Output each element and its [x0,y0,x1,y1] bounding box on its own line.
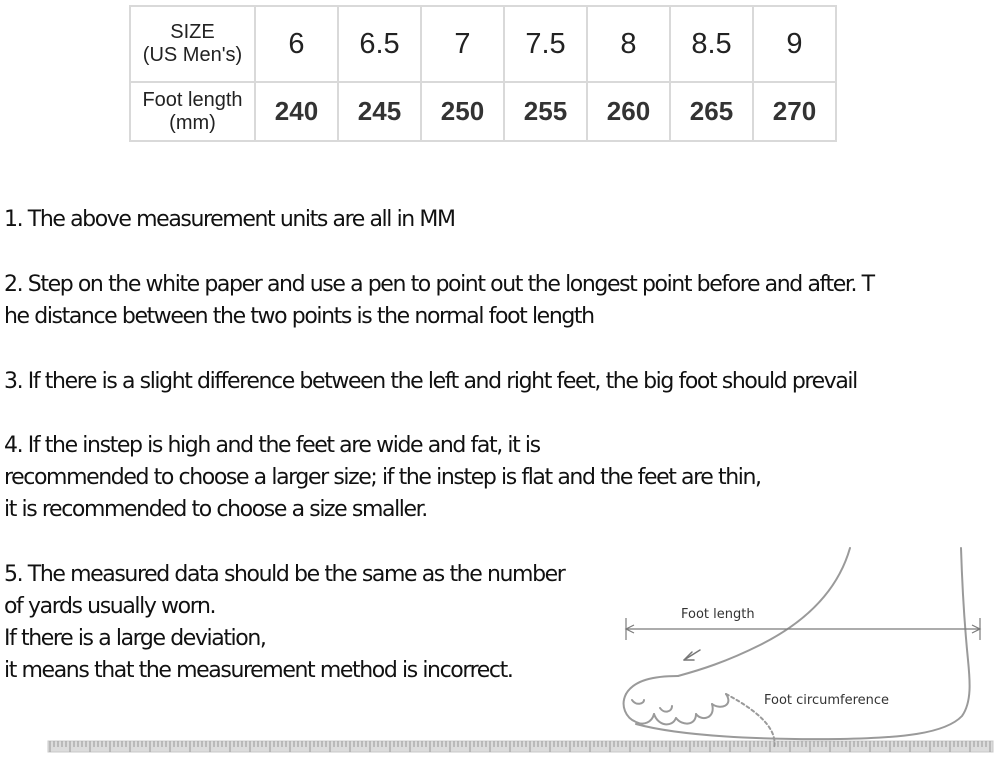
size-chart-table [129,5,837,142]
note-line: of yards usually worn. [4,594,216,619]
size-cell: 9 [753,6,836,82]
foot-length-dimension-line [626,618,980,640]
foot-length-label: Foot length [681,607,755,622]
note-line: If there is a large deviation, [4,626,266,651]
foot-length-cell: 240 [255,82,338,141]
size-cell: 8.5 [670,6,753,82]
note-instep-advice [4,430,761,526]
note-units [4,204,455,236]
note-line: 5. The measured data should be the same as the number [4,562,565,587]
foot-length-header-label: Foot length [142,88,243,111]
foot-length-header-cell [130,82,255,141]
foot-measurement-illustration [0,520,1001,772]
size-row [130,6,836,82]
note-left-right-difference [4,366,857,398]
note-line: 3. If there is a slight difference between the left and right feet, the big foot should prevail [4,369,857,394]
note-line: it means that the measurement method is incorrect. [4,658,513,683]
foot-length-cell: 270 [753,82,836,141]
size-cell: 7.5 [504,6,587,82]
note-line: recommended to choose a larger size; if the instep is flat and the feet are thin, [4,465,761,490]
foot-length-cell: 255 [504,82,587,141]
foot-length-cell: 265 [670,82,753,141]
note-line: 2. Step on the white paper and use a pen to point out the longest point before and after. T [4,272,874,297]
size-cell: 7 [421,6,504,82]
note-line: 4. If the instep is high and the feet are wide and fat, it is [4,433,540,458]
foot-length-header-sublabel: (mm) [169,111,216,134]
note-line: it is recommended to choose a size smaller. [4,497,427,522]
foot-length-row [130,82,836,141]
foot-length-cell: 250 [421,82,504,141]
size-header-cell [130,6,255,82]
size-cell: 6 [255,6,338,82]
size-header-sublabel: (US Men's) [142,44,243,66]
foot-outline-icon [624,548,970,748]
foot-length-cell: 245 [338,82,421,141]
size-cell: 6.5 [338,6,421,82]
size-header-label: SIZE [170,21,215,43]
foot-circumference-label: Foot circumference [764,693,890,708]
note-measure-method [4,269,874,333]
note-line: he distance between the two points is the normal foot length [4,304,594,329]
ruler-icon [48,741,993,752]
size-cell: 8 [587,6,670,82]
note-line: 1. The above measurement units are all in MM [4,207,455,232]
foot-length-cell: 260 [587,82,670,141]
